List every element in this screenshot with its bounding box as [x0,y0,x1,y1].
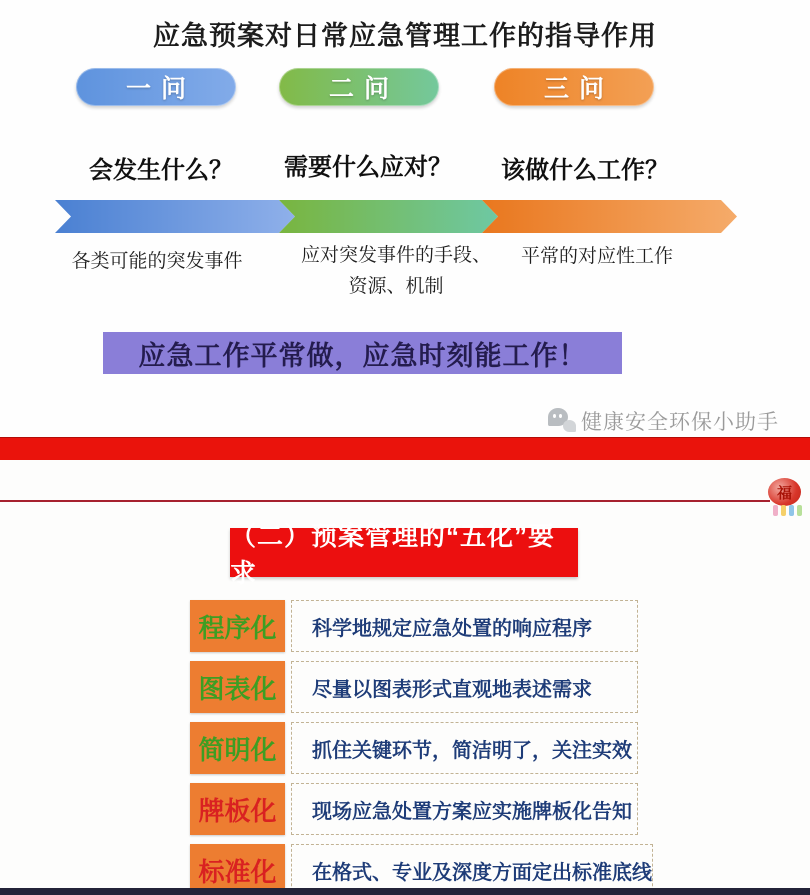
pill-1-label: 一问 [125,76,196,103]
question-2: 需要什么应对？ [284,154,452,181]
bottom-dark-band [0,888,810,895]
item-label-badge: 牌板化 [190,783,285,835]
question-3: 该做什么工作？ [501,157,669,184]
pill-3-label: 三问 [543,76,614,103]
pill-question-2 [279,68,439,106]
caption-2: 应对突发事件的手段、资源、机制 [300,245,491,297]
watermark-logo-icon [548,408,576,434]
summary-banner: 应急工作平常做，应急时刻能工作！ [103,332,622,374]
list-item [190,783,638,835]
process-arrow-band [55,200,737,233]
item-description: 在格式、专业及深度方面定出标准底线 [291,844,653,895]
header-rule-line [0,500,770,502]
item-description: 现场应急处置方案应实施牌板化告知 [291,783,638,835]
watermark-text: 健康安全环保小助手 [581,411,779,434]
item-label-badge: 程序化 [190,600,285,652]
slide-bottom [0,460,810,895]
list-item [190,722,638,774]
item-description: 尽量以图表形式直观地表述需求 [291,661,638,713]
lantern-icon [766,476,804,518]
caption-1: 各类可能的突发事件 [71,251,243,272]
chevron-arrow-green [279,200,498,233]
item-description: 抓住关键环节，简洁明了，关注实效 [291,722,638,774]
question-1: 会发生什么？ [89,157,233,184]
pill-question-1 [76,68,236,106]
slide-top [0,0,810,437]
item-label-badge: 图表化 [190,661,285,713]
pill-2-label: 二问 [328,76,399,103]
item-label-badge: 标准化 [190,844,285,895]
caption-3: 平常的对应性工作 [520,246,673,267]
list-item [190,600,638,652]
red-divider-band [0,437,810,460]
slide2-title-banner: （二）预案管理的“五化”要求 [230,528,578,577]
item-description: 科学地规定应急处置的响应程序 [291,600,638,652]
lantern-tassels [773,505,802,516]
list-item [190,661,638,713]
watermark [548,406,779,436]
item-label-badge: 简明化 [190,722,285,774]
pill-question-3 [494,68,654,106]
chevron-arrow-blue [55,200,295,233]
slide1-title: 应急预案对日常应急管理工作的指导作用 [153,21,657,51]
chevron-arrow-orange [482,200,737,233]
lantern-fu-char: 福 [768,478,801,506]
five-hua-list [190,600,652,895]
